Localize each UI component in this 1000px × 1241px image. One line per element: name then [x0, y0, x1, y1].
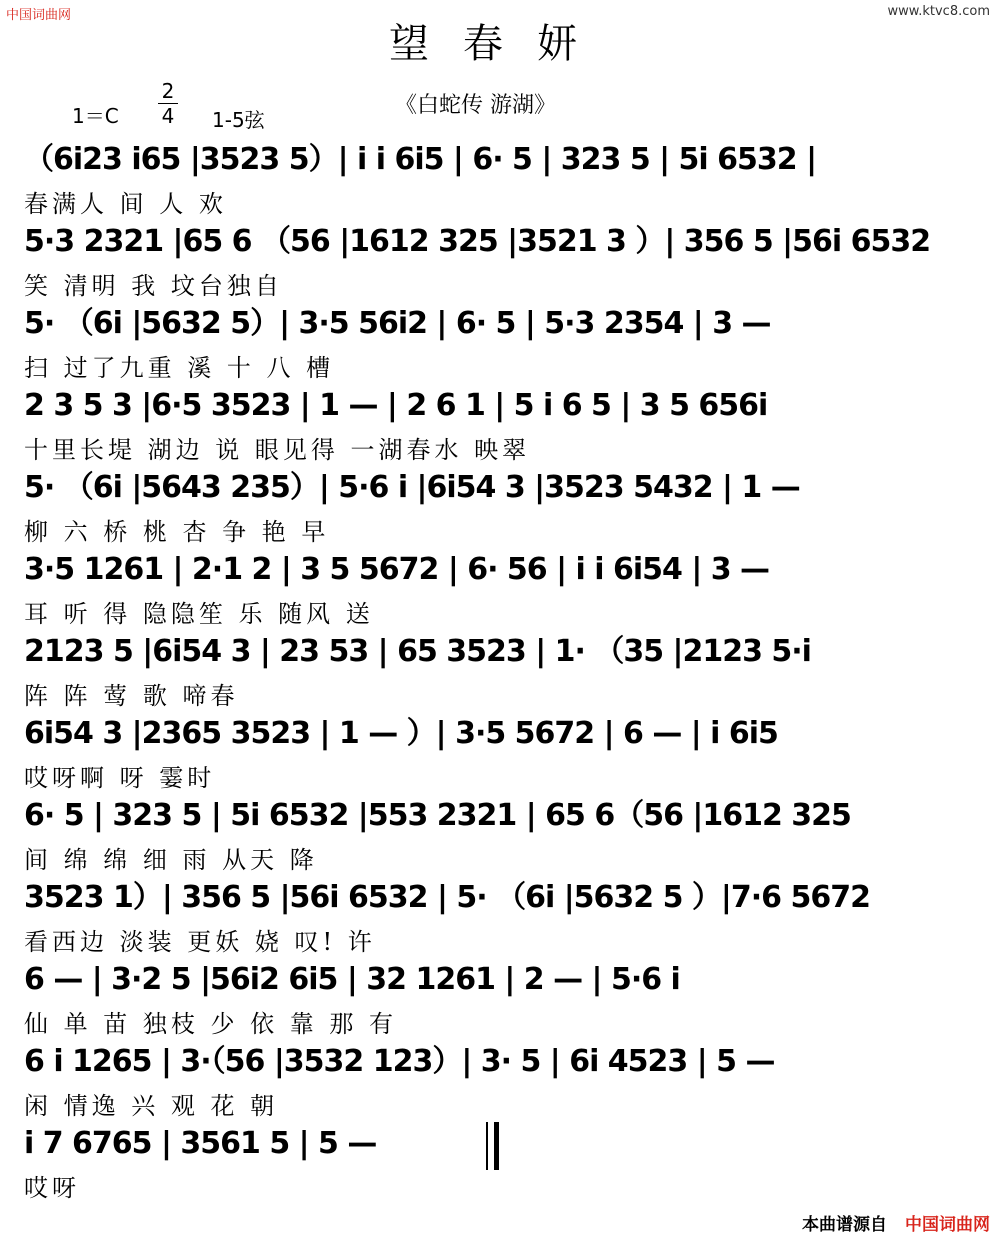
lyrics-line: 看西边 淡装 更妖 娆 叹! 许 — [24, 928, 376, 956]
footer-credit — [802, 1210, 990, 1235]
lyrics-line: 闲 情逸 兴 观 花 朝 — [24, 1092, 279, 1120]
lyrics-line: 柳 六 桥 桃 杏 争 艳 早 — [24, 518, 330, 546]
footer-source: 本曲谱源自 — [802, 1215, 887, 1235]
lyrics-line: 阵 阵 莺 歌 啼春 — [24, 682, 239, 710]
score-title: 望春妍 — [389, 21, 611, 67]
time-signature — [158, 80, 178, 127]
lyrics-line: 哎呀啊 呀 霎时 — [24, 764, 216, 792]
notation-line: 2 3 5 3 |6·5 3523 | 1 — | 2 6 1 | 5 i 6 5 | 3 5 656i — [24, 388, 768, 423]
time-signature-bottom: 4 — [161, 104, 175, 128]
watermark-left: 中国词曲网 — [6, 8, 72, 23]
notation-line: 6 i 1265 | 3·（56 |3532 123）| 3· 5 | 6i 4523 | 5 — — [24, 1044, 775, 1079]
notation-line: 6 — | 3·2 5 |56i2 6i5 | 32 1261 | 2 — | 5·6 i — [24, 962, 680, 997]
notation-line: 5· （6i |5632 5）| 3·5 56i2 | 6· 5 | 5·3 2354 | 3 — — [24, 306, 771, 341]
lyrics-line: 扫 过了九重 溪 十 八 槽 — [24, 354, 335, 382]
final-barline-thick — [494, 1122, 499, 1170]
lyrics-line: 十里长堤 湖边 说 眼见得 一湖春水 映翠 — [24, 436, 531, 464]
notation-line: 5·3 2321 |65 6 （56 |1612 325 |3521 3 ）| 356 5 |56i 6532 — [24, 224, 931, 259]
notation-line: 5· （6i |5643 235）| 5·6 i |6i54 3 |3523 5432 | 1 — — [24, 470, 800, 505]
lyrics-line: 春满人 间 人 欢 — [24, 190, 227, 218]
string-tuning: 1-5弦 — [212, 108, 265, 132]
notation-line: 3523 1）| 356 5 |56i 6532 | 5· （6i |5632 5 ）|7·6 5672 — [24, 880, 870, 915]
notation-line: 6· 5 | 323 5 | 5i 6532 |553 2321 | 65 6（56 |1612 325 — [24, 798, 851, 833]
notation-line: 3·5 1261 | 2·1 2 | 3 5 5672 | 6· 56 | i i 6i54 | 3 — — [24, 552, 770, 587]
notation-line: （6i23 i65 |3523 5）| i i 6i5 | 6· 5 | 323 5 | 5i 6532 | — [24, 142, 817, 177]
key-signature: 1＝C — [72, 104, 119, 128]
notation-line: 6i54 3 |2365 3523 | 1 — ）| 3·5 5672 | 6 — | i 6i5 — [24, 716, 778, 751]
footer-site: 中国词曲网 — [905, 1215, 990, 1235]
lyrics-line: 哎呀 — [24, 1174, 80, 1202]
lyrics-line: 仙 单 苗 独枝 少 依 靠 那 有 — [24, 1010, 398, 1038]
notation-line: i 7 6765 | 3561 5 | 5 — — [24, 1126, 377, 1161]
lyrics-line: 笑 清明 我 坟台独自 — [24, 272, 283, 300]
watermark-right: www.ktvc8.com — [887, 4, 990, 19]
lyrics-line: 间 绵 绵 细 雨 从天 降 — [24, 846, 318, 874]
time-signature-top: 2 — [161, 79, 175, 103]
final-barline-thin — [486, 1122, 488, 1170]
score-subtitle: 《白蛇传 游湖》 — [395, 93, 556, 118]
notation-line: 2123 5 |6i54 3 | 23 53 | 65 3523 | 1· （35 |2123 5·i — [24, 634, 811, 669]
lyrics-line: 耳 听 得 隐隐笙 乐 随风 送 — [24, 600, 374, 628]
